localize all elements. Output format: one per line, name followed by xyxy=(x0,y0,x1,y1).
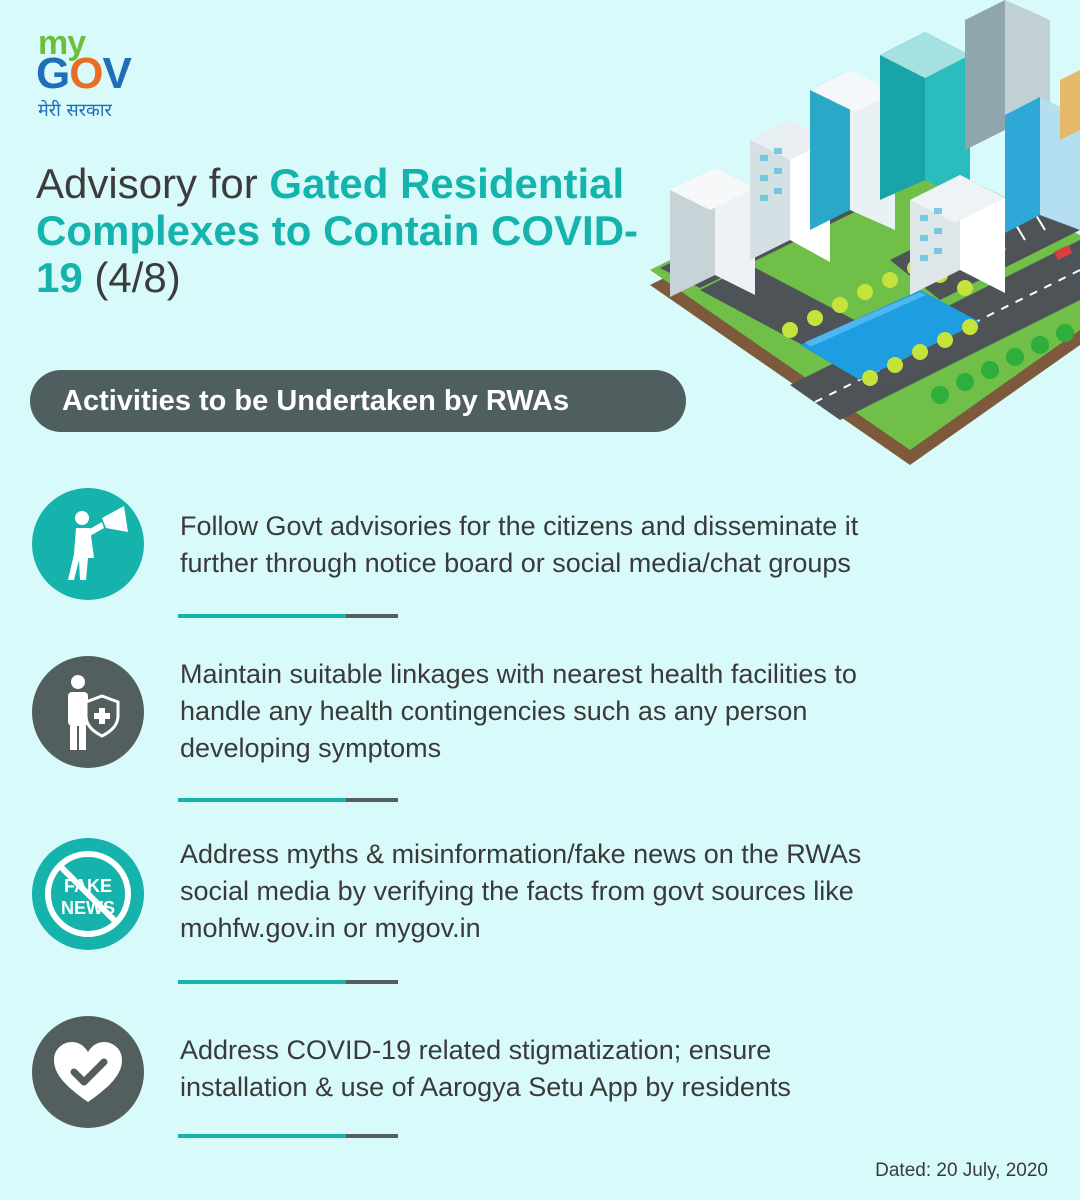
no-fake-news-icon xyxy=(32,838,144,950)
fake-label: FAKE xyxy=(63,876,113,896)
health-shield-person-icon xyxy=(32,656,144,768)
logo-my-text: my xyxy=(38,24,86,62)
item-divider xyxy=(178,798,398,802)
item-text: Follow Govt advisories for the citizens and disseminate it further through notice board or social media/chat groups xyxy=(180,511,859,578)
item-text: Address COVID-19 related stigmatization; ensure installation & use of Aarogya Setu App by residents xyxy=(180,1035,791,1102)
logo-gov-text: GOV xyxy=(36,49,131,98)
megaphone-person-icon xyxy=(32,488,144,600)
title-suffix: (4/8) xyxy=(82,254,181,301)
page-title xyxy=(36,160,676,301)
item-text: Maintain suitable linkages with nearest health facilities to handle any health contingencies such as any person developing symptoms xyxy=(180,659,857,763)
mygov-logo xyxy=(36,26,166,126)
item-text: Address myths & misinformation/fake news on the RWAs social media by verifying the facts from govt sources like mohfw.gov.in or mygov.in xyxy=(180,839,862,943)
news-label: NEWS xyxy=(61,898,115,918)
logo-hindi-text: मेरी सरकार xyxy=(38,100,112,121)
city-illustration xyxy=(640,0,1080,470)
title-accent: Gated Residential Complexes to Contain COVID-19 xyxy=(36,160,639,301)
heart-check-icon xyxy=(32,1016,144,1128)
item-divider xyxy=(178,1134,398,1138)
date-label: Dated: 20 July, 2020 xyxy=(875,1160,1048,1181)
section-title-pill: Activities to be Undertaken by RWAs xyxy=(30,370,686,432)
item-divider xyxy=(178,980,398,984)
item-divider xyxy=(178,614,398,618)
title-prefix: Advisory for xyxy=(36,160,270,207)
